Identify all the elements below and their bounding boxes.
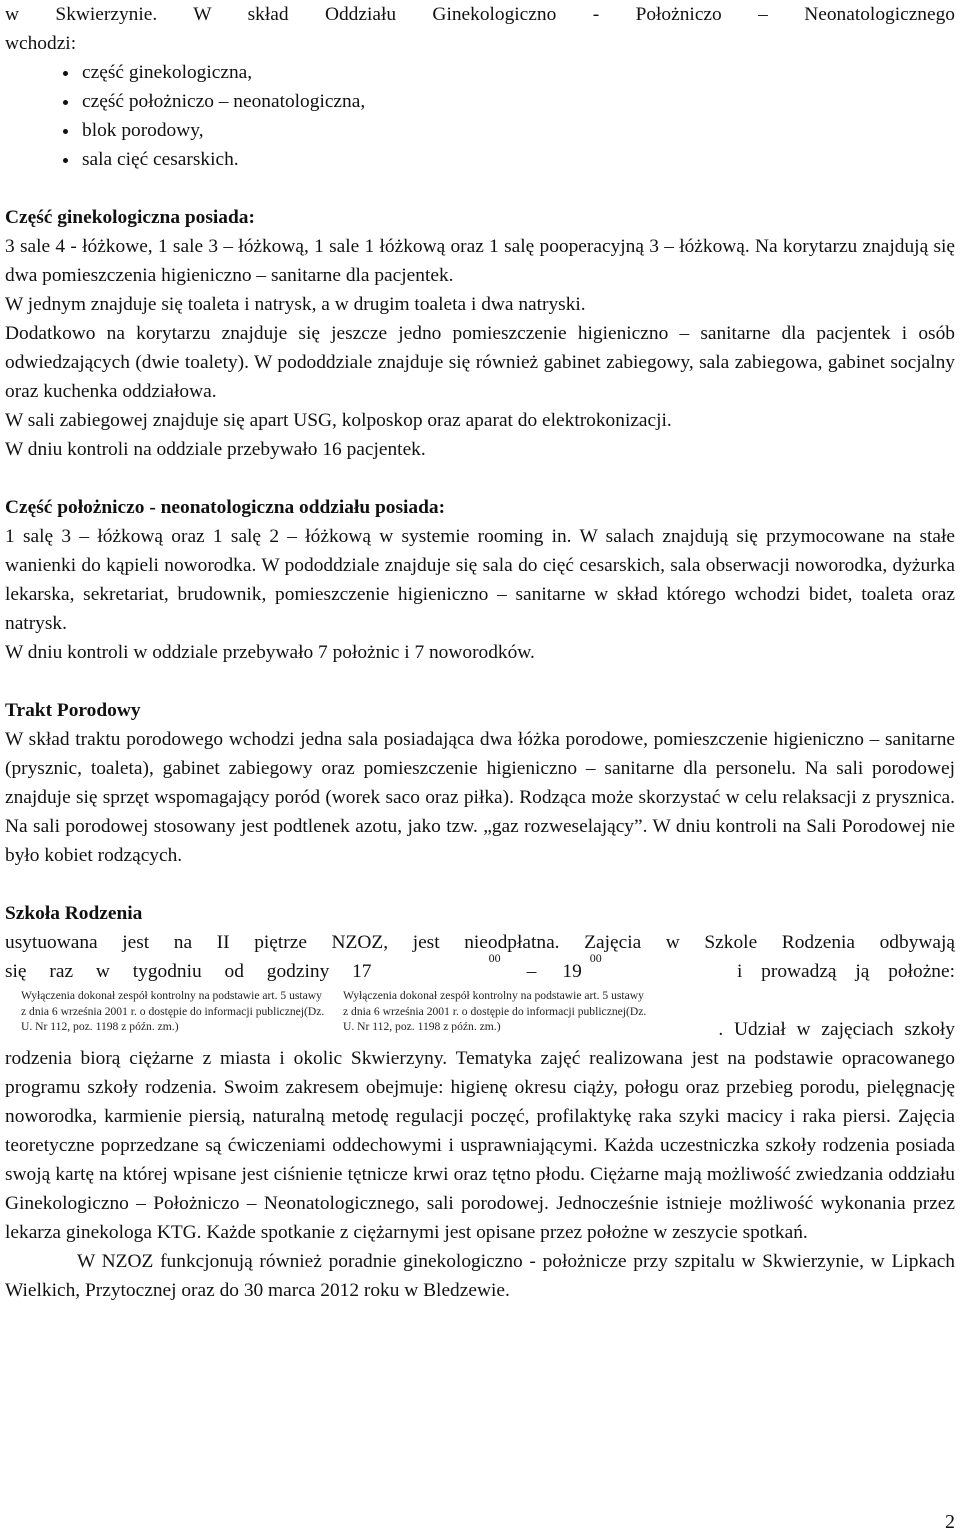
paragraph: W sali zabiegowej znajduje się apart USG, kolposkop oraz aparat do elektrokonizacji. [5,410,672,431]
redaction-block [5,986,955,1044]
schedule-text: się raz w tygodniu od godziny 17 [5,961,372,982]
paragraph: W NZOZ funkcjonują również poradnie ginekologiczno - położnicze przy szpitalu w Skwierzynie, w Lipkach Wielkich, Przytocznej oraz do 30 marca 2012 roku w Bledzewie. [5,1251,955,1301]
section-heading-obstetrics: Część położniczo - neonatologiczna oddziału posiada: [5,497,446,518]
paragraph: W skład traktu porodowego wchodzi jedna sala posiadająca dwa łóżka porodowe, pomieszczenie higieniczno – sanitarne (prysznic, toaleta), gabinet zabiegowy oraz pomieszczenie higieniczno – sanitarne dla personelu. Na sali porodowej znajduje się sprzęt wspomagający poród (worek saco oraz piłka). Rodząca może skorzystać w celu relaksacji z prysznica. Na sali porodowej stosowany jest podtlenek azotu, jako tzw. „gaz rozweselający”. W dniu kontroli na Sali Porodowej nie było kobiet rodzących. [5,729,955,866]
list-item: • blok porodowy, [80,116,955,145]
time-dash: – [526,961,537,982]
list-item: • część ginekologiczna, [80,58,955,87]
ward-parts-list [5,58,955,174]
redaction-note: Wyłączenia dokonał zespół kontrolny na podstawie art. 5 ustawy z dnia 6 września 2001 r. o dostępie do informacji publicznej(Dz. U. Nr 112, poz. 1198 z późn. zm.) [21,989,325,1033]
document-body [5,0,955,1305]
schedule-line [5,951,955,986]
paragraph: Dodatkowo na korytarzu znajduje się jeszcze jedno pomieszczenie higieniczno – sanitarne dla pacjentek i osób odwiedzających (dwie toalety). W pododdziale znajduje się również gabinet zabiegowy, sala zabiegowa, gabinet socjalny oraz kuchenka oddziałowa. [5,323,955,402]
list-item: • część położniczo – neonatologiczna, [80,87,955,116]
paragraph-tail: . Udział w zajęciach szkoły [718,1019,955,1040]
section-heading-gynecology: Część ginekologiczna posiada: [5,207,255,228]
paragraph: rodzenia biorą ciężarne z miasta i okolic Skwierzyny. Tematyka zajęć realizowana jest na podstawie opracowanego programu szkoły rodzenia. Swoim zakresem obejmuje: higienę okresu ciąży, połogu oraz przebieg porodu, pielęgnację noworodka, karmienie piersią, naturalną metodę regulacji poczęć, profilaktykę raka szyki macicy i raka piersi. Zajęcia teoretyczne poprzedzane są ćwiczeniami oddechowymi i usprawniającymi. Każda uczestniczka szkoły rodzenia posiada swoją kartę na której wpisane jest ciśnienie tętnicze krwi oraz tętno płodu. Ciężarne mają możliwość zwiedzania oddziału Ginekologiczno – Położniczo – Neonatologicznego, sali porodowej. Jednocześnie istnieje możliwość wykonania przez lekarza ginekologa KTG. Każde spotkanie z ciężarnymi jest opisane przez położne w zeszycie spotkań. [5,1048,955,1243]
schedule-text: i prowadzą ją położne: [736,961,955,982]
list-item: • sala cięć cesarskich. [80,145,955,174]
paragraph: W dniu kontroli na oddziale przebywało 16 pacjentek. [5,439,426,460]
time-end: 19 [562,961,582,982]
time-sup: 00 [589,951,602,965]
schedule-time [488,951,602,986]
intro-line: wchodzi: [5,33,77,54]
section-heading-birth-school: Szkoła Rodzenia [5,903,143,924]
paragraph: W dniu kontroli w oddziale przebywało 7 położnic i 7 noworodków. [5,642,535,663]
paragraph: 3 sale 4 - łóżkowe, 1 sale 3 – łóżkową, 1 sale 1 łóżkową oraz 1 salę pooperacyjną 3 – łóżkową. Na korytarzu znajdują się dwa pomieszczenia higieniczno – sanitarne dla pacjentek. [5,236,955,286]
time-sup: 00 [488,951,501,965]
paragraph: 1 salę 3 – łóżkową oraz 1 salę 2 – łóżkową w systemie rooming in. W salach znajdują się przymocowane na stałe wanienki do kąpieli noworodka. W pododdziale znajduje się sala do cięć cesarskich, sala obserwacji noworodka, dyżurka lekarska, sekretariat, brudownik, pomieszczenie higieniczno – sanitarne w skład którego wchodzi bidet, toaleta oraz natrysk. [5,526,955,634]
redaction-note: Wyłączenia dokonał zespół kontrolny na podstawie art. 5 ustawy z dnia 6 września 2001 r. o dostępie do informacji publicznej(Dz. U. Nr 112, poz. 1198 z późn. zm.) [343,989,647,1033]
paragraph: W jednym znajduje się toaleta i natrysk, a w drugim toaleta i dwa natryski. [5,294,586,315]
section-heading-labor: Trakt Porodowy [5,700,141,721]
intro-line: w Skwierzynie. W skład Oddziału Ginekologiczno - Położniczo – Neonatologicznego [5,4,955,25]
paragraph: usytuowana jest na II piętrze NZOZ, jest nieodpłatna. Zajęcia w Szkole Rodzenia odbywają [5,932,955,953]
page-number: 2 [945,1511,955,1533]
